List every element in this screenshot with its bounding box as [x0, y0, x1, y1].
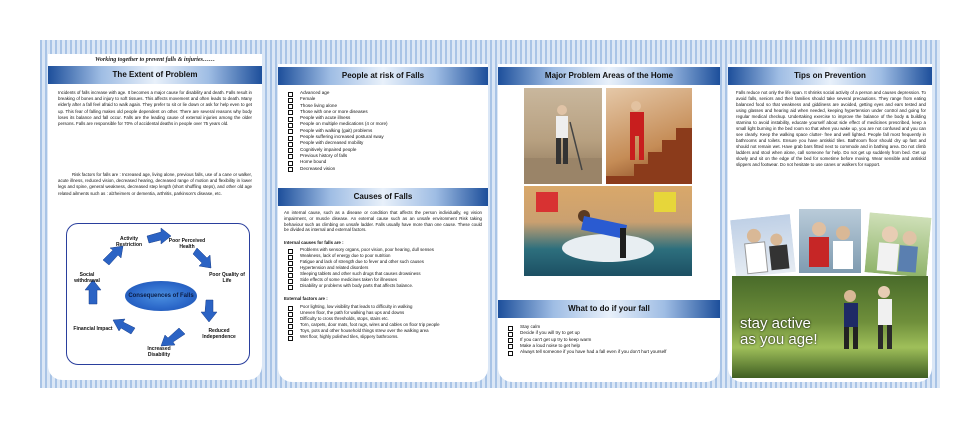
list-item: Decreased vision [286, 166, 388, 172]
tips-title: Tips on Prevention [728, 67, 932, 85]
list-item: Fatigue and lack of strength due to fever and other such causes [286, 259, 434, 265]
list-item: Hypertension and related disorders [286, 265, 434, 271]
extent-paragraph: Incidents of falls increase with age. It becomes a major cause for disability and death. Falls result in breaking of bones and injury to soft tissues. This affects movement and often leads to death. Many elderly after a fall feel afraid to walk again. They prefer to sit or lie down or ask for help even to get up. This fear of falling makes old people dependent on other. There are several reasons why body loses its balance and fall occur. Falls are the leading cause of external injuries among the older persons. Falls are responsible for 70% of accidental deaths in people over 75 years old. [58, 90, 252, 127]
arrow-4 [161, 328, 185, 346]
list-item: Always tell someone if you have had a fall even if you don't hurt yourself [506, 349, 666, 355]
tagline: Working together to prevent falls & injuries…… [95, 57, 215, 63]
slogan-line-2: as you age! [740, 331, 818, 348]
external-heading: External factors are : [284, 296, 328, 301]
extent-title: The Extent of Problem [48, 66, 262, 84]
list-item: Those with one or more diseases [286, 109, 388, 115]
list-item: Sleeping tablets and other such drugs that causes drowsiness [286, 271, 434, 277]
list-item: Uneven floor, the path for walking has ups and downs [286, 310, 440, 316]
causes-title: Causes of Falls [278, 188, 488, 206]
node-poor-perceived-health: Poor Perceived Health [168, 238, 206, 250]
node-increased-disability: Increased Disability [147, 346, 171, 358]
node-financial-impact: Financial Impact [73, 326, 113, 332]
photo-staircase [606, 88, 692, 184]
list-item: People with decreased mobility [286, 140, 388, 146]
photo-eye-exam [798, 208, 862, 274]
risk-title: People at risk of Falls [278, 67, 488, 85]
list-item: Make a loud noise to get help [506, 343, 666, 349]
doctor-illustration [730, 214, 796, 278]
external-list [286, 304, 440, 340]
list-item: Previous history of falls [286, 153, 388, 159]
bathroom-illustration [524, 186, 692, 276]
list-item: Home bound [286, 159, 388, 165]
list-item: People with walking (gait) problems [286, 128, 388, 134]
panel-tips-on-prevention [724, 40, 936, 388]
list-item: Female [286, 96, 388, 102]
slogan-line-1: stay active [740, 315, 811, 332]
panel-problem-areas [498, 40, 720, 388]
risk-factors-paragraph: Risk factors for falls are : Increased age, living alone, previous falls, use of a cane or walker, acute illness, reduced vision, decreased hearing, decreased range of motion and flexibility in lower legs and spine, general weakness, decreased step length (short shuffling steps), and other old age related ailments such as : alzheimers or dementia, arthritis, parkinson's disease, etc. [58, 172, 252, 196]
list-item: Toys, pots and other household things strew over the walking area [286, 328, 440, 334]
photo-bathroom-fall [524, 186, 692, 276]
list-item: People with acute illness [286, 115, 388, 121]
internal-heading: Internal causes for falls are : [284, 240, 344, 245]
panel-people-at-risk [272, 40, 494, 388]
photo-senior-couple [863, 211, 932, 278]
consequences-diagram [66, 223, 250, 365]
fall-title: What to do if your fall [498, 300, 720, 318]
list-item: People suffering increased postural sway [286, 134, 388, 140]
causes-intro: An internal cause, such as a disease or condition that affects the person individually, eg vision impairment, or muscle disease. An external cause such as an unsafe environment Risk taking behaviour such as climbing on unsafe ladder. Falls usually have more than one cause. These could be divided as internal and external factors. [284, 210, 482, 233]
consequences-of-falls-oval: Consequences of Falls [125, 281, 197, 311]
brochure [40, 40, 940, 388]
couple-illustration [865, 212, 932, 277]
list-item: Side effects of some medicines taken for illnesses [286, 277, 434, 283]
staircase-illustration [606, 88, 692, 184]
arrow-2 [193, 248, 211, 268]
list-item: Those living alone [286, 103, 388, 109]
slogan [740, 316, 818, 348]
arrow-3 [201, 300, 217, 322]
node-social-withdrawal: Social withdrawal [74, 272, 100, 284]
node-poor-quality-of-life: Poor Quality of Life [209, 272, 245, 284]
list-item: Torn, carpets, door mats, foot rugs, wires and cables on floor trip people [286, 322, 440, 328]
panel4-card [728, 64, 932, 382]
list-item: Weakness, lack of energy due to poor nutrition [286, 253, 434, 259]
list-item: Stay calm [506, 324, 666, 330]
list-item: Poor lighting, low visibility that leads to difficulty in walking [286, 304, 440, 310]
tips-paragraph: Falls reduce not only the life span. It shrinks social activity of a person and causes depression. To avoid falls, seniors and their families should take several precautions. They range from eating balanced food so that weakness and giddiness are avoided, getting eyes and ears tested and using glasses and hearing aid when needed, keeping hypertension under control and going for regular medical checkup. Undertaking exercise to improve the balance of the body & building stamina to avoid instability, educate yourself about side effect of medicines prescribed, keep a small light burning in the bed room so that when you wake up, you are not confused and you can see clearly. Keep the walking space clutter- free and well lighted. People fall most frequently in bathrooms and toilets. Ensure you have antiskid tiles. Bathroom floor should dry up fast and should not remain wet. Have grab bars fitted next to commode and in bathing area. Do not climb ladders and stool when alone, call someone for help. Do not get up suddenly from bed. Get up slowly and sit on the edge of the bed for sometime before moving. Wear sensible and antiskid slippers and footwear. Do not hesitate to use canes or walkers for support. [736, 90, 926, 167]
man-figure-illustration [524, 88, 602, 184]
internal-list [286, 247, 434, 289]
panel2-card [278, 64, 488, 382]
node-activity-restriction: Activity Restriction [115, 236, 143, 248]
fall-list [506, 324, 666, 355]
list-item: Difficulty to cross thresholds, stops, stairs etc. [286, 316, 440, 322]
list-item: Decide if you will try to get up [506, 330, 666, 336]
list-item: Disability or problems with body parts that affects balance. [286, 283, 434, 289]
list-item: If you can't get up try to keep warm [506, 337, 666, 343]
list-item: Wet floor, highly polished tiles, slippery bathrooms. [286, 334, 440, 340]
panel3-card [498, 64, 720, 382]
list-item: Cognitively impaired people [286, 147, 388, 153]
list-item: People on multiple medications (4 or more) [286, 121, 388, 127]
node-reduced-independence: Reduced Independence [202, 328, 236, 340]
panel-extent-of-problem [44, 40, 266, 388]
photo-elderly-man-walking [524, 88, 602, 184]
arrow-5 [113, 319, 135, 334]
eye-exam-illustration [799, 209, 861, 273]
list-item: Problems with sensory organs, poor vision, poor hearing, dull senses [286, 247, 434, 253]
list-item: Advanced age [286, 90, 388, 96]
problem-areas-title: Major Problem Areas of the Home [498, 67, 720, 85]
photo-doctor-patient [729, 213, 797, 279]
arrow-7 [103, 246, 123, 265]
risk-list [286, 90, 388, 172]
photo-seniors-jogging [732, 276, 928, 378]
